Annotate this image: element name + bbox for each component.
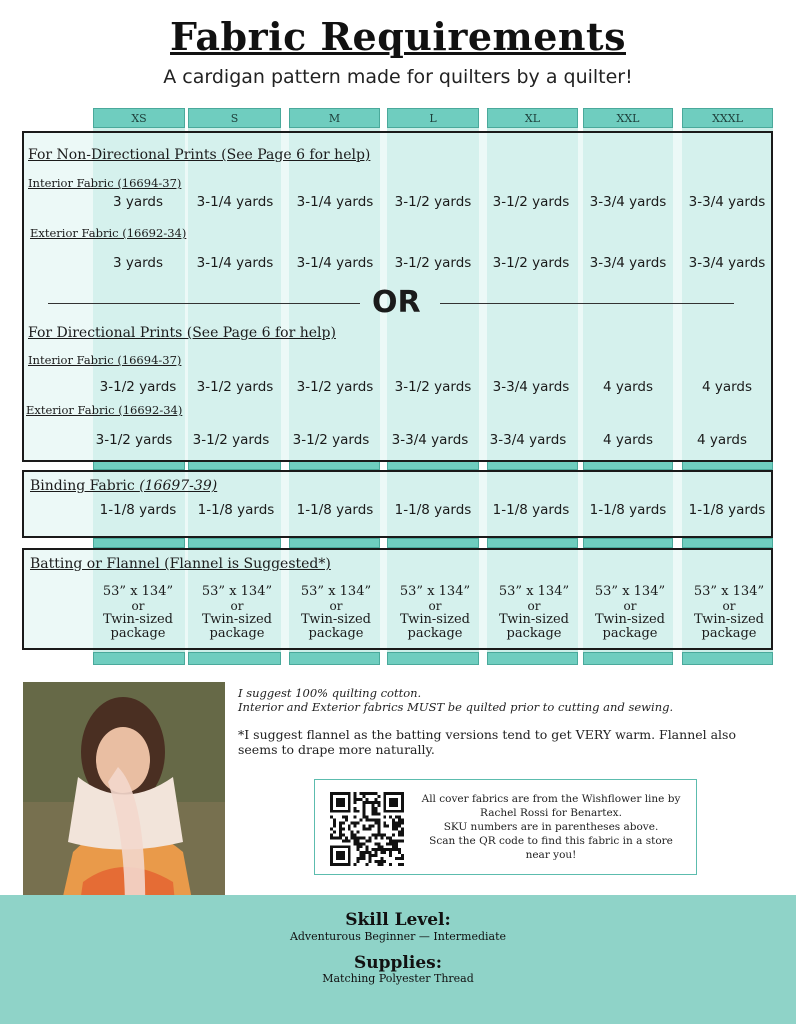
binding-cell: 1-1/8 yards xyxy=(688,502,766,518)
nd-exterior-cell: 3-3/4 yards xyxy=(589,255,667,271)
batting-line4: package xyxy=(209,626,265,641)
size-header-xs: XS xyxy=(93,108,185,128)
batting-cell xyxy=(90,585,186,641)
batting-line1: 53” x 134” xyxy=(498,584,570,599)
batting-line3: Twin-sized xyxy=(595,612,665,627)
size-tab-decoration xyxy=(188,652,281,665)
qr-line3: SKU numbers are in parentheses above. xyxy=(443,821,659,833)
size-tab-decoration xyxy=(682,652,773,665)
size-header-xxl: XXL xyxy=(583,108,673,128)
or-divider-left xyxy=(48,303,360,304)
batting-cell xyxy=(681,585,777,641)
size-tab-decoration xyxy=(289,652,380,665)
size-tab-decoration xyxy=(93,652,185,665)
batting-line4: package xyxy=(602,626,658,641)
batting-line2: or xyxy=(623,599,637,613)
batting-line4: package xyxy=(407,626,463,641)
page-subtitle: A cardigan pattern made for quilters by a quilter! xyxy=(163,66,633,88)
nd-interior-label: Interior Fabric (16694-37) xyxy=(28,176,182,190)
binding-cell: 1-1/8 yards xyxy=(394,502,472,518)
size-header-s: S xyxy=(188,108,281,128)
batting-line3: Twin-sized xyxy=(202,612,272,627)
qr-line2: Rachel Rossi for Benartex. xyxy=(480,807,622,819)
batting-line3: Twin-sized xyxy=(499,612,569,627)
batting-cell xyxy=(387,585,483,641)
d-interior-cell: 3-1/2 yards xyxy=(394,379,472,395)
d-exterior-cell: 3-1/2 yards xyxy=(192,432,270,448)
size-header-l: L xyxy=(387,108,479,128)
binding-sku: (16697-39) xyxy=(139,478,218,494)
size-tab-decoration xyxy=(93,538,185,548)
nd-interior-cell: 3-1/4 yards xyxy=(296,194,374,210)
size-header-xl: XL xyxy=(487,108,578,128)
flannel-note: *I suggest flannel as the batting versions tend to get VERY warm. Flannel also seems to drape more naturally. xyxy=(238,727,736,757)
batting-cell xyxy=(582,585,678,641)
nd-interior-cell: 3 yards xyxy=(112,194,164,210)
qr-info-box xyxy=(314,779,697,875)
binding-cell: 1-1/8 yards xyxy=(296,502,374,518)
d-exterior-cell: 3-3/4 yards xyxy=(391,432,469,448)
d-interior-cell: 3-1/2 yards xyxy=(99,379,177,395)
d-exterior-cell: 4 yards xyxy=(602,432,654,448)
batting-line4: package xyxy=(506,626,562,641)
nd-exterior-label: Exterior Fabric (16692-34) xyxy=(30,226,187,240)
nd-exterior-cell: 3-1/4 yards xyxy=(196,255,274,271)
size-tab-decoration xyxy=(387,538,479,548)
batting-line2: or xyxy=(722,599,736,613)
skill-value: Adventurous Beginner — Intermediate xyxy=(289,930,507,943)
d-exterior-label: Exterior Fabric (16692-34) xyxy=(26,403,183,417)
batting-line1: 53” x 134” xyxy=(300,584,372,599)
qr-line4: Scan the QR code to find this fabric in a store xyxy=(429,835,673,847)
d-interior-cell: 4 yards xyxy=(602,379,654,395)
batting-line3: Twin-sized xyxy=(301,612,371,627)
size-tab-decoration xyxy=(682,538,773,548)
page-title: Fabric Requirements xyxy=(170,14,626,59)
batting-line4: package xyxy=(701,626,757,641)
nd-exterior-cell: 3-1/2 yards xyxy=(492,255,570,271)
batting-line1: 53” x 134” xyxy=(102,584,174,599)
supplies-value: Matching Polyester Thread xyxy=(322,972,474,985)
binding-heading-text: Binding Fabric xyxy=(30,478,140,494)
d-interior-label: Interior Fabric (16694-37) xyxy=(28,353,182,367)
qr-info-text xyxy=(411,792,691,862)
d-interior-cell: 4 yards xyxy=(701,379,753,395)
nd-interior-cell: 3-1/4 yards xyxy=(196,194,274,210)
batting-line3: Twin-sized xyxy=(400,612,470,627)
batting-heading: Batting or Flannel (Flannel is Suggested*) xyxy=(30,556,331,572)
nd-exterior-cell: 3 yards xyxy=(112,255,164,271)
non-directional-heading: For Non-Directional Prints (See Page 6 for help) xyxy=(28,147,371,163)
d-exterior-cell: 3-3/4 yards xyxy=(489,432,567,448)
size-tab-decoration xyxy=(188,538,281,548)
size-tab-decoration xyxy=(487,538,578,548)
batting-line2: or xyxy=(428,599,442,613)
size-header-xxxl: XXXL xyxy=(682,108,773,128)
skill-heading: Skill Level: xyxy=(345,910,451,930)
size-header-m: M xyxy=(289,108,380,128)
size-tab-decoration xyxy=(583,652,673,665)
qr-line1: All cover fabrics are from the Wishflower line by xyxy=(421,793,681,805)
nd-interior-cell: 3-1/2 yards xyxy=(492,194,570,210)
batting-line2: or xyxy=(131,599,145,613)
binding-cell: 1-1/8 yards xyxy=(99,502,177,518)
nd-interior-cell: 3-1/2 yards xyxy=(394,194,472,210)
binding-cell: 1-1/8 yards xyxy=(197,502,275,518)
batting-line1: 53” x 134” xyxy=(399,584,471,599)
nd-interior-cell: 3-3/4 yards xyxy=(589,194,667,210)
binding-heading xyxy=(30,478,217,494)
or-label: OR xyxy=(372,285,421,320)
cotton-note xyxy=(238,686,673,714)
directional-heading: For Directional Prints (See Page 6 for help) xyxy=(28,325,336,341)
qr-line5: near you! xyxy=(525,849,577,861)
qr-code-icon[interactable] xyxy=(330,792,404,866)
batting-cell xyxy=(189,585,285,641)
batting-line3: Twin-sized xyxy=(103,612,173,627)
batting-line4: package xyxy=(308,626,364,641)
batting-line1: 53” x 134” xyxy=(594,584,666,599)
d-exterior-cell: 4 yards xyxy=(696,432,748,448)
size-tab-decoration xyxy=(289,538,380,548)
batting-line2: or xyxy=(329,599,343,613)
binding-cell: 1-1/8 yards xyxy=(589,502,667,518)
d-exterior-cell: 3-1/2 yards xyxy=(292,432,370,448)
d-interior-cell: 3-1/2 yards xyxy=(296,379,374,395)
d-exterior-cell: 3-1/2 yards xyxy=(95,432,173,448)
nd-exterior-cell: 3-1/4 yards xyxy=(296,255,374,271)
batting-line4: package xyxy=(110,626,166,641)
batting-line2: or xyxy=(527,599,541,613)
batting-line3: Twin-sized xyxy=(694,612,764,627)
supplies-heading: Supplies: xyxy=(354,953,442,973)
batting-cell xyxy=(288,585,384,641)
size-tab-decoration xyxy=(387,652,479,665)
d-interior-cell: 3-1/2 yards xyxy=(196,379,274,395)
batting-line1: 53” x 134” xyxy=(201,584,273,599)
binding-cell: 1-1/8 yards xyxy=(492,502,570,518)
nd-exterior-cell: 3-3/4 yards xyxy=(688,255,766,271)
cotton-note-line2: Interior and Exterior fabrics MUST be quilted prior to cutting and sewing. xyxy=(238,700,674,714)
nd-interior-cell: 3-3/4 yards xyxy=(688,194,766,210)
batting-cell xyxy=(486,585,582,641)
or-divider-right xyxy=(440,303,734,304)
cotton-note-line1: I suggest 100% quilting cotton. xyxy=(238,686,422,700)
d-interior-cell: 3-3/4 yards xyxy=(492,379,570,395)
batting-line1: 53” x 134” xyxy=(693,584,765,599)
nd-exterior-cell: 3-1/2 yards xyxy=(394,255,472,271)
batting-line2: or xyxy=(230,599,244,613)
size-tab-decoration xyxy=(583,538,673,548)
size-tab-decoration xyxy=(487,652,578,665)
